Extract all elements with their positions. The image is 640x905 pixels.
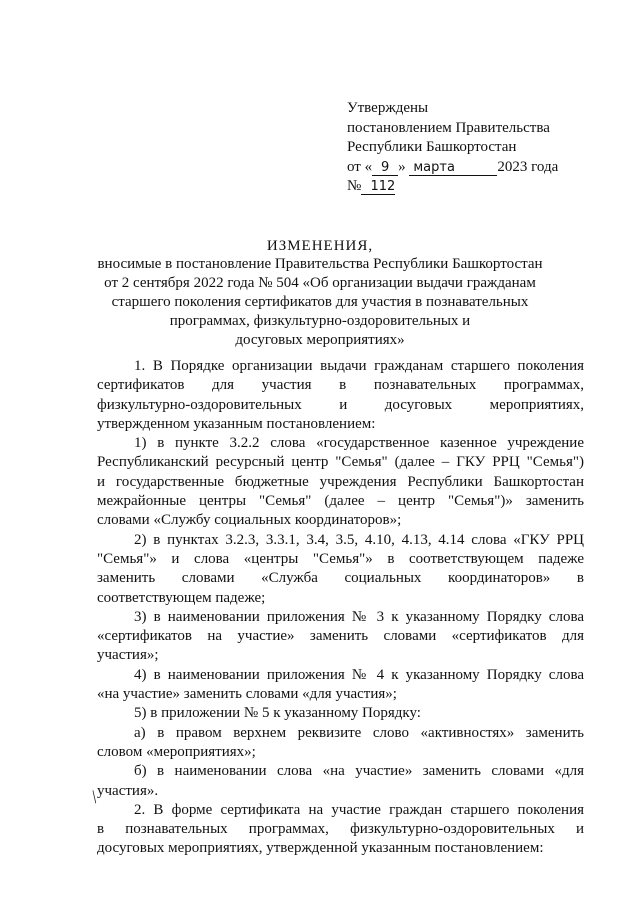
margin-mark-icon: ╱	[89, 791, 101, 804]
paragraph-line: 5) в приложении № 5 к указанному Порядку:	[134, 705, 421, 722]
paragraph-line: б) в наименовании слова «на участие» заменить словами «для	[134, 763, 584, 780]
body-paragraph	[97, 608, 584, 666]
body-paragraph	[97, 357, 584, 434]
date-mid: »	[398, 158, 406, 175]
body-paragraph	[97, 434, 584, 530]
body-paragraph	[97, 724, 584, 763]
paragraph-line: физкультурно-оздоровительных и досуговых мероприятиях,	[97, 396, 584, 413]
subtitle-line: вносимые в постановление Правительства Республики Башкортостан	[97, 256, 543, 272]
subtitle-line: досуговых мероприятиях»	[235, 332, 405, 348]
approval-number	[347, 177, 607, 197]
approval-line-1: Утверждены	[347, 100, 429, 116]
paragraph-line: словом «мероприятиях»;	[97, 743, 256, 760]
subtitle-line: программах, физкультурно-оздоровительных и	[169, 313, 471, 329]
paragraph-line: и государственные бюджетные учреждения Республики Башкортостан	[97, 473, 584, 490]
date-year: 2023 года	[497, 158, 559, 175]
paragraph-line: утвержденном указанным постановлением:	[97, 415, 376, 432]
approval-date	[347, 158, 607, 178]
date-day: 9	[372, 160, 398, 176]
paragraph-line: соответствующем падеже;	[97, 589, 266, 606]
subtitle-line: от 2 сентября 2022 года № 504 «Об организации выдачи гражданам	[104, 275, 536, 291]
paragraph-line: «на участие» заменить словами «для участия»;	[97, 686, 397, 703]
paragraph-line: 4) в наименовании приложения № 4 к указанному Порядку слова	[134, 666, 584, 683]
document-subtitle	[95, 255, 545, 350]
paragraph-line: словами «Службу социальных координаторов»;	[97, 512, 402, 529]
approval-line-3: Республики Башкортостан	[347, 139, 517, 155]
paragraph-line: Республиканский ресурсный центр "Семья" (далее – ГКУ РРЦ "Семья")	[97, 454, 584, 471]
paragraph-line: сертификатов для участия в познавательных программах,	[97, 377, 584, 394]
paragraph-line: а) в правом верхнем реквизите слово «активностях» заменить	[134, 724, 584, 741]
paragraph-line: участия».	[97, 782, 159, 799]
subtitle-line: старшего поколения сертификатов для участия в познавательных	[111, 294, 529, 310]
document-title: ИЗМЕНЕНИЯ,	[266, 238, 374, 254]
date-month: марта	[409, 160, 497, 176]
body-paragraph	[97, 801, 584, 859]
paragraph-line: 3) в наименовании приложения № 3 к указанному Порядку слова	[134, 608, 584, 625]
paragraph-line: 1) в пункте 3.2.2 слова «государственное казенное учреждение	[134, 435, 584, 452]
document-number: 112	[361, 179, 395, 195]
paragraph-line: заменить словами «Служба социальных координаторов» в	[97, 570, 584, 587]
approval-stamp	[347, 99, 607, 197]
body-paragraph	[97, 531, 584, 608]
paragraph-line: 2. В форме сертификата на участие граждан старшего поколения	[134, 801, 584, 818]
body-paragraph	[97, 666, 584, 705]
paragraph-line: межрайонные центры "Семья" (далее – центр "Семья")» заменить	[97, 493, 584, 510]
paragraph-line: в познавательных программах, физкультурно-оздоровительных и	[97, 821, 584, 838]
approval-line-2: постановлением Правительства	[347, 119, 550, 136]
paragraph-line: «сертификатов на участие» заменить словами «сертификатов для	[97, 628, 584, 645]
date-prefix: от «	[347, 158, 373, 175]
number-prefix: №	[347, 178, 362, 194]
paragraph-line: досуговых мероприятиях, утвержденной указанным постановлением:	[97, 840, 544, 857]
paragraph-line: 2) в пунктах 3.2.3, 3.3.1, 3.4, 3.5, 4.10, 4.13, 4.14 слова «ГКУ РРЦ	[134, 531, 584, 548]
paragraph-line: 1. В Порядке организации выдачи гражданам старшего поколения	[134, 358, 584, 374]
body-paragraph	[97, 762, 584, 801]
body-paragraph	[97, 704, 584, 723]
paragraph-line: "Семья"» и слова «центры "Семья"» в соответствующем падеже	[97, 550, 584, 567]
paragraph-line: участия»;	[97, 647, 159, 664]
document-body	[97, 357, 584, 859]
